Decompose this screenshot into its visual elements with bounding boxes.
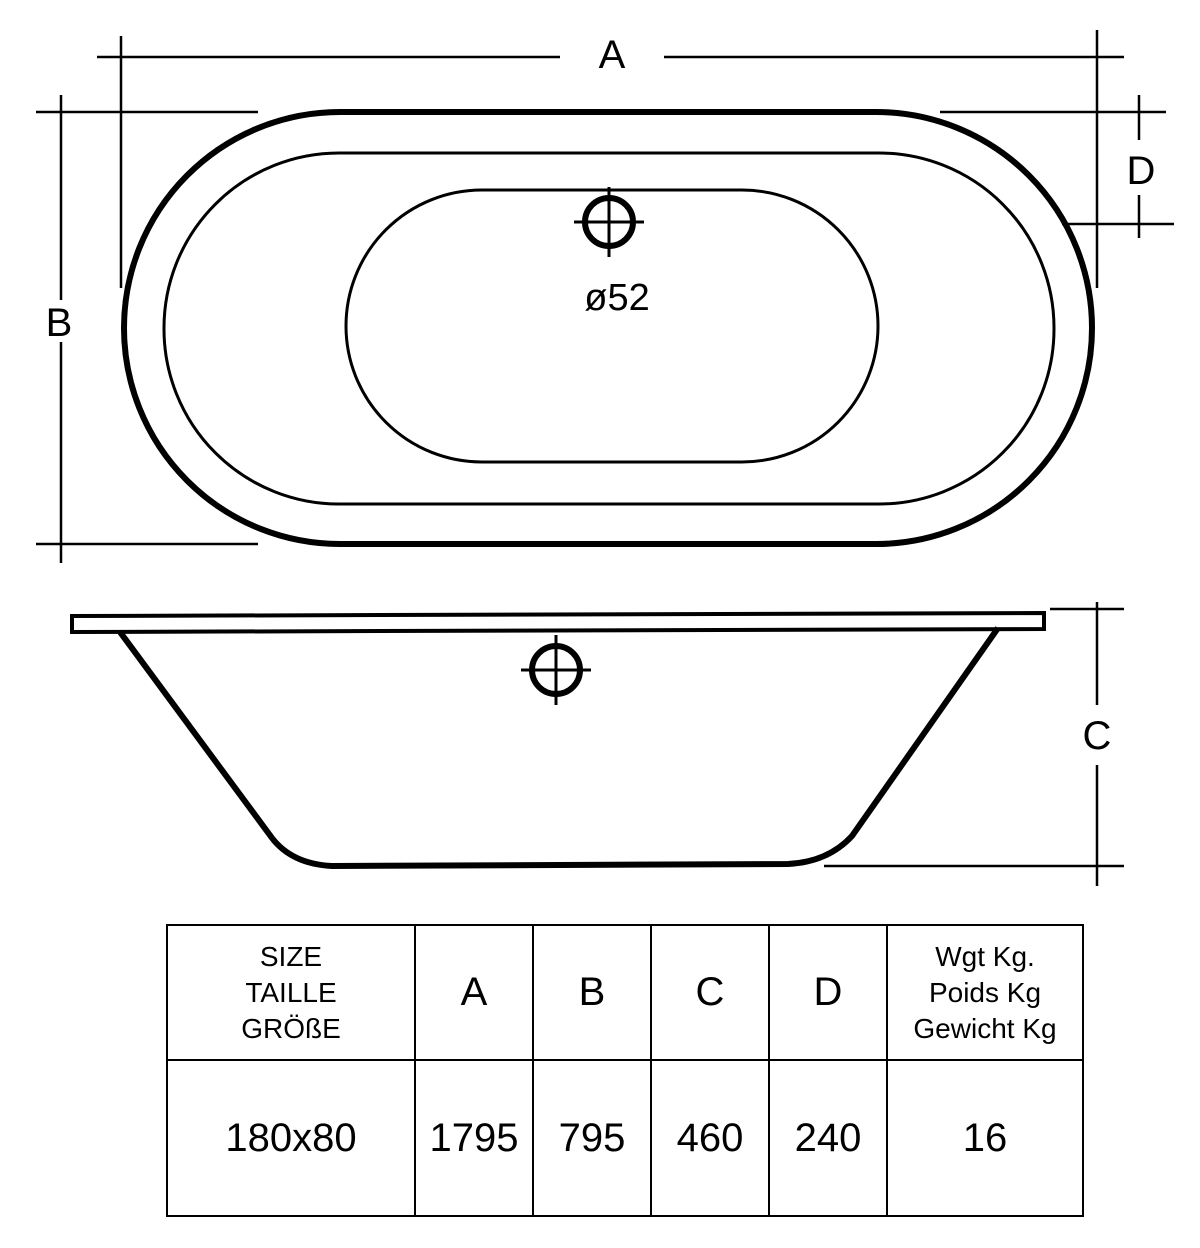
tub-outer-rim [124, 112, 1092, 544]
tub-side-rim [72, 613, 1044, 632]
header-c: C [651, 925, 769, 1060]
tub-basin [346, 190, 878, 462]
c-value: 460 [651, 1060, 769, 1216]
header-d: D [769, 925, 887, 1060]
weight-header [887, 925, 1083, 1060]
weight-header-fr: Poids Kg [928, 976, 1042, 1008]
outlet-diameter-label: ø52 [584, 277, 650, 319]
table-header-row [167, 925, 1083, 1060]
side-view [72, 602, 1124, 886]
size-header-en: SIZE [259, 940, 323, 972]
d-value: 240 [769, 1060, 887, 1216]
dimension-d-label: D [1126, 149, 1156, 193]
header-b: B [533, 925, 651, 1060]
weight-header-en: Wgt Kg. [935, 940, 1035, 972]
drain-outlet-side [521, 635, 591, 705]
dimension-c-lines [824, 602, 1124, 886]
drain-outlet-top [574, 187, 644, 257]
a-value: 1795 [415, 1060, 533, 1216]
weight-header-de: Gewicht Kg [913, 1012, 1057, 1044]
dimension-b-label: B [45, 301, 73, 345]
dimensions-table [166, 924, 1084, 1217]
size-value: 180x80 [167, 1060, 415, 1216]
b-value: 795 [533, 1060, 651, 1216]
dimension-a-label: A [598, 33, 626, 77]
table-row [167, 1060, 1083, 1216]
size-header-de: GRÖßE [241, 1012, 341, 1044]
size-header-fr: TAILLE [245, 976, 337, 1008]
dimension-c-label: C [1082, 714, 1112, 758]
tub-side-body [120, 628, 998, 866]
weight-value: 16 [887, 1060, 1083, 1216]
size-header [167, 925, 415, 1060]
header-a: A [415, 925, 533, 1060]
